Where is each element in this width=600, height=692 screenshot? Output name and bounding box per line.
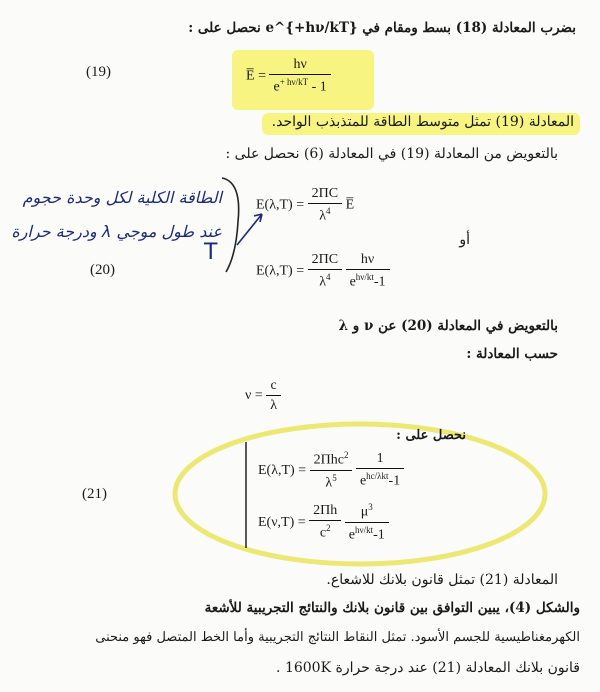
line-per-equation: حسب المعادلة : xyxy=(466,346,558,362)
handwritten-letter-t: T xyxy=(204,240,218,265)
or-label: أو xyxy=(459,232,470,248)
eq20-second: E(λ,T) = $\frac{2\Pi C}{\lambda^4}$ $\frac{h\nu}{e^{h\nu/kt}-1}$ xyxy=(256,252,390,291)
eq20-ebar: E̅ xyxy=(345,197,355,213)
eq21-number: (21) xyxy=(82,486,107,502)
eq20-second-fraction-1: $\frac{2\Pi C}{\lambda^4}$ xyxy=(308,252,342,291)
para-line-2: الكهرمغناطيسية للجسم الأسود. تمثل النقاط النتائج التجريبية وأما الخط المتصل فهو منحنى xyxy=(95,630,580,645)
line-substitute-19-6: بالتعويض من المعادلة (19) في المعادلة (6) نحصل على : xyxy=(225,146,558,162)
line-we-get: نحصل على : xyxy=(396,428,466,443)
line-multiply-intro: بضرب المعادلة (18) بسط ومقام في e^{+hν/kT} نحصل على : xyxy=(188,20,576,36)
eq19: E̅ = $\frac{h\nu}{e^{+ h\nu/kT} - 1}$ xyxy=(246,57,331,96)
eq19-fraction xyxy=(269,57,330,96)
handwritten-bracket xyxy=(222,178,239,272)
para-line-1: والشكل (4)، يبين التوافق بين قانون بلانك والنتائج التجريبية للأشعة xyxy=(204,600,580,616)
eq21-first-fraction-2: $\frac{1}{e^{hc/\lambda kt}-1}$ xyxy=(356,451,404,490)
line-substitute-20: بالتعويض في المعادلة (20) عن ν و λ xyxy=(338,318,558,334)
eq21-second-fraction-1: $\frac{2\Pi h}{c^2}$ xyxy=(309,503,341,542)
eq20-first: E(λ,T) = $\frac{2\Pi C}{\lambda^4}$ E̅ xyxy=(256,186,355,224)
eq21-first-fraction-1: $\frac{2\Pi hc^2}{\lambda^5}$ xyxy=(310,450,353,491)
nu-fraction: $\frac{c}{\lambda}$ xyxy=(266,378,281,414)
line-avg-energy: المعادلة (19) تمثل متوسط الطاقة للمتذبذب الواحد. xyxy=(271,114,574,130)
nu-equation: ν = $\frac{c}{\lambda}$ xyxy=(245,378,281,414)
eq20-first-fraction: $\frac{2\Pi C}{\lambda^4}$ xyxy=(308,186,342,225)
eq21-second: E(ν,T) = $\frac{2\Pi h}{c^2}$ $\frac{\mu^3}{e^{h\nu/kt}-1}$ xyxy=(258,502,389,543)
eq19-number: (19) xyxy=(86,64,111,80)
eq21-first: E(λ,T) = $\frac{2\Pi hc^2}{\lambda^5}$ $\frac{1}{e^{hc/\lambda kt}-1}$ xyxy=(258,450,404,491)
handwritten-note-2: عند طول موجي λ ودرجة حرارة xyxy=(11,222,222,241)
handwritten-note-1: الطاقة الكلية لكل وحدة حجوم xyxy=(22,188,222,207)
eq21-second-fraction-2: $\frac{\mu^3}{e^{h\nu/kt}-1}$ xyxy=(345,502,389,543)
line-planck-law: المعادلة (21) تمثل قانون بلانك للاشعاع. xyxy=(326,572,558,588)
eq20-second-fraction-2: $\frac{h\nu}{e^{h\nu/kt}-1}$ xyxy=(346,252,390,291)
para-line-3: قانون بلانك المعادلة (21) عند درجة حرارة 1600K . xyxy=(276,660,580,676)
eq19-lhs: E̅ xyxy=(246,68,255,84)
eq19-den: $e^{+ h\nu/kT} - 1$ xyxy=(273,77,327,95)
eq19-num: hν xyxy=(269,57,330,75)
eq20-number: (20) xyxy=(90,262,115,278)
